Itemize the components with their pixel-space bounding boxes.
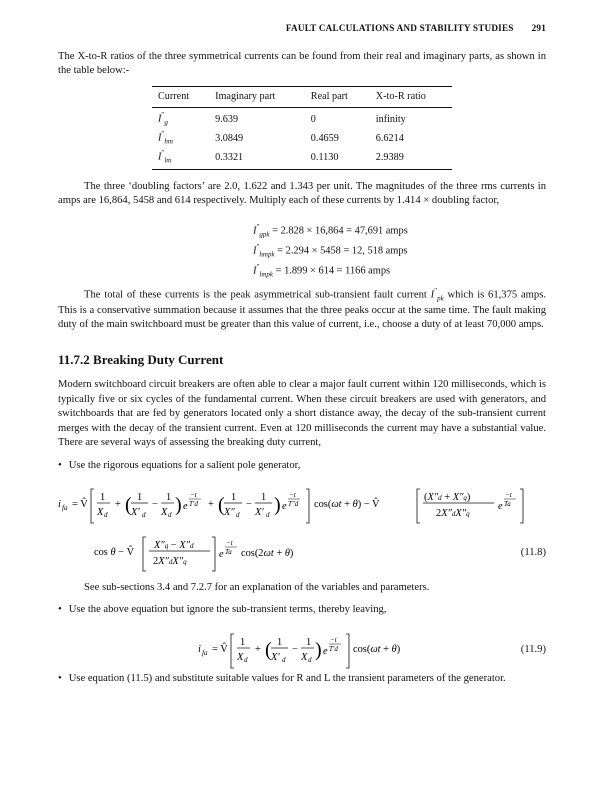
table-header-row — [152, 87, 452, 108]
svg-text:1: 1 — [166, 491, 172, 503]
svg-text:X: X — [97, 506, 104, 518]
svg-text:1: 1 — [137, 491, 143, 503]
svg-text:−: − — [152, 498, 158, 510]
equation-number-11-9: (11.9) — [520, 643, 546, 655]
page — [58, 22, 546, 692]
equation-number-11-8: (11.8) — [520, 546, 546, 558]
bullet-dot: • — [58, 459, 62, 471]
svg-text:−t: −t — [330, 635, 337, 644]
svg-text:): ) — [175, 493, 182, 516]
svg-text:fa: fa — [62, 503, 68, 512]
svg-text:d: d — [168, 510, 172, 519]
equation-gpk: $I''_{gpk} = 2.828 \times 16,864 = 47,691$ amps — [253, 222, 408, 239]
svg-text:e: e — [183, 500, 188, 512]
intro-paragraph: The X-to-R ratios of the three symmetrical currents can be found from their real and imaginary parts, as shown in the table below:- — [58, 50, 546, 76]
real-cell: 0.1130 — [305, 148, 370, 169]
equation-lmpk: $I''_{lmpk} = 1.899 \times 614 = 1166$ amps — [253, 262, 391, 279]
svg-text:cos(ωt + θ) − V̂: cos(ωt + θ) − V̂ — [314, 498, 380, 510]
ratio-cell: 2.9389 — [370, 148, 452, 169]
doubling-paragraph: The three ‘doubling factors’ are 2.0, 1.622 and 1.343 per unit. The magnitudes of the three rms currents in amps are 16,864, 5458 and 614 respectively. Multiply each of these currents by 1.414 × doubling factor, — [58, 181, 546, 207]
svg-text:d: d — [282, 655, 286, 664]
svg-text:1: 1 — [231, 491, 237, 503]
svg-text:cos(2ωt + θ): cos(2ωt + θ) — [241, 547, 294, 559]
section-heading: 11.7.2 Breaking Duty Current — [58, 351, 224, 367]
svg-text:2X″dX″q: 2X″dX″q — [153, 555, 187, 567]
current-symbol: $I''_g$ — [158, 111, 168, 127]
equation-11-8 — [58, 479, 546, 579]
running-title: FAULT CALCULATIONS AND STABILITY STUDIES — [285, 23, 514, 33]
svg-text:i: i — [58, 498, 61, 510]
running-header — [58, 22, 546, 35]
xr-ratio-table — [152, 86, 452, 170]
svg-text:−: − — [292, 643, 298, 655]
column-header: Imaginary part — [209, 87, 305, 108]
svg-text:+: + — [115, 498, 121, 510]
svg-text:X′: X′ — [131, 506, 140, 518]
ratio-cell: 6.6214 — [375, 132, 404, 144]
svg-text:d: d — [266, 510, 270, 519]
table-row — [152, 108, 452, 129]
imag-cell: 3.0849 — [215, 132, 244, 144]
svg-text:(: ( — [125, 493, 132, 516]
svg-text:T′d: T′d — [189, 499, 198, 508]
svg-text:d: d — [236, 510, 240, 519]
svg-text:−t: −t — [190, 490, 197, 499]
svg-text:−t: −t — [505, 490, 512, 499]
bullet-item: • Use the rigorous equations for a salient pole generator, — [58, 459, 546, 473]
svg-text:i: i — [198, 643, 201, 655]
svg-text:X: X — [301, 651, 308, 663]
svg-text:X′: X′ — [271, 651, 280, 663]
svg-text:e: e — [323, 645, 328, 657]
svg-text:1: 1 — [306, 636, 312, 648]
svg-text:1: 1 — [240, 636, 246, 648]
svg-text:+: + — [208, 498, 214, 510]
svg-text:Ta: Ta — [225, 547, 232, 556]
svg-text:d: d — [244, 655, 248, 664]
imag-cell: 9.639 — [215, 113, 239, 125]
column-header: X-to-R ratio — [370, 87, 452, 108]
svg-text:d: d — [308, 655, 312, 664]
svg-text:(X″d + X″q): (X″d + X″q) — [424, 491, 471, 503]
svg-text:X″: X″ — [224, 506, 235, 518]
svg-text:X′: X′ — [255, 506, 264, 518]
svg-text:−t: −t — [289, 490, 296, 499]
svg-text:cos(ωt + θ): cos(ωt + θ) — [353, 643, 401, 655]
svg-text:): ) — [315, 638, 322, 661]
svg-text:T″d: T″d — [288, 499, 299, 508]
peak-current-equations — [253, 217, 546, 277]
equation-11-8-svg — [58, 479, 546, 579]
svg-text:2X″dX″q: 2X″dX″q — [436, 507, 470, 519]
svg-text:X″q − X″d: X″q − X″d — [154, 539, 194, 551]
current-symbol: $I''_{hm}$ — [158, 130, 173, 146]
svg-text:1: 1 — [100, 491, 106, 503]
imag-cell: 0.3321 — [209, 148, 305, 169]
svg-text:= V̂: = V̂ — [212, 643, 228, 655]
table-row — [152, 148, 452, 169]
bullet-dot: • — [58, 672, 62, 684]
current-symbol: $I''_{lm}$ — [152, 148, 209, 169]
equation-11-9 — [58, 624, 546, 672]
svg-text:X: X — [161, 506, 168, 518]
real-cell: 0.4659 — [310, 132, 339, 144]
bullet-dot: • — [58, 604, 62, 616]
real-cell: 0 — [310, 113, 316, 125]
svg-text:(: ( — [218, 493, 225, 516]
column-header: Real part — [305, 87, 370, 108]
svg-text:d: d — [104, 510, 108, 519]
equation-11-9-svg — [58, 624, 458, 672]
svg-text:X: X — [237, 651, 244, 663]
table-row — [152, 129, 452, 148]
svg-text:−: − — [246, 498, 252, 510]
svg-text:1: 1 — [261, 491, 267, 503]
svg-text:T′d: T′d — [329, 644, 338, 653]
svg-text:fa: fa — [202, 648, 208, 657]
page-number: 291 — [531, 23, 546, 33]
bullet-item: • Use equation (11.5) and substitute suitable values for R and L the transient parameters of the generator. — [58, 672, 546, 686]
svg-text:−t: −t — [226, 538, 233, 547]
see-subsections-note: See sub-sections 3.4 and 7.2.7 for an explanation of the variables and parameters. — [84, 581, 430, 593]
svg-text:e: e — [219, 548, 224, 560]
equation-hmpk: $I''_{hmpk} = 2.294 \times 5458 = 12$, 518 amps — [253, 242, 408, 259]
svg-text:e: e — [282, 500, 287, 512]
svg-text:= V̂: = V̂ — [72, 498, 88, 510]
ratio-cell: infinity — [375, 113, 406, 125]
section-paragraph: Modern switchboard circuit breakers are often able to clear a major fault current within 120 milliseconds, which is typically five or six cycles of the fundamental current. When these circuit breakers are used with generators, and switchboards that are fed by generators located only a short distance away, the decay of the sub-transient current merges with the decay of the transient current. Even at 120 milliseconds the current may have a substantial value. There are several ways of assessing the breaking duty current, — [58, 379, 546, 449]
column-header: Current — [152, 87, 209, 108]
svg-text:+: + — [255, 643, 261, 655]
svg-text:cos θ − V̂: cos θ − V̂ — [94, 546, 135, 558]
svg-text:): ) — [274, 493, 281, 516]
bullet-item: • Use the above equation but ignore the sub-transient terms, thereby leaving, — [58, 603, 546, 617]
svg-text:Ta: Ta — [504, 499, 511, 508]
svg-text:1: 1 — [277, 636, 283, 648]
total-paragraph: The total of these currents is the peak asymmetrical sub-transient fault current $I''_{pk}$ which is 61,375 amps. This is a conservative summation because it assumes that the three peaks occur at the same time. The fault making duty of the main switchboard must be greater than this value of current, i.e., choose a duty of at least 70,000 amps. — [58, 286, 546, 331]
svg-text:d: d — [142, 510, 146, 519]
svg-text:e: e — [498, 500, 503, 512]
svg-text:(: ( — [265, 638, 272, 661]
